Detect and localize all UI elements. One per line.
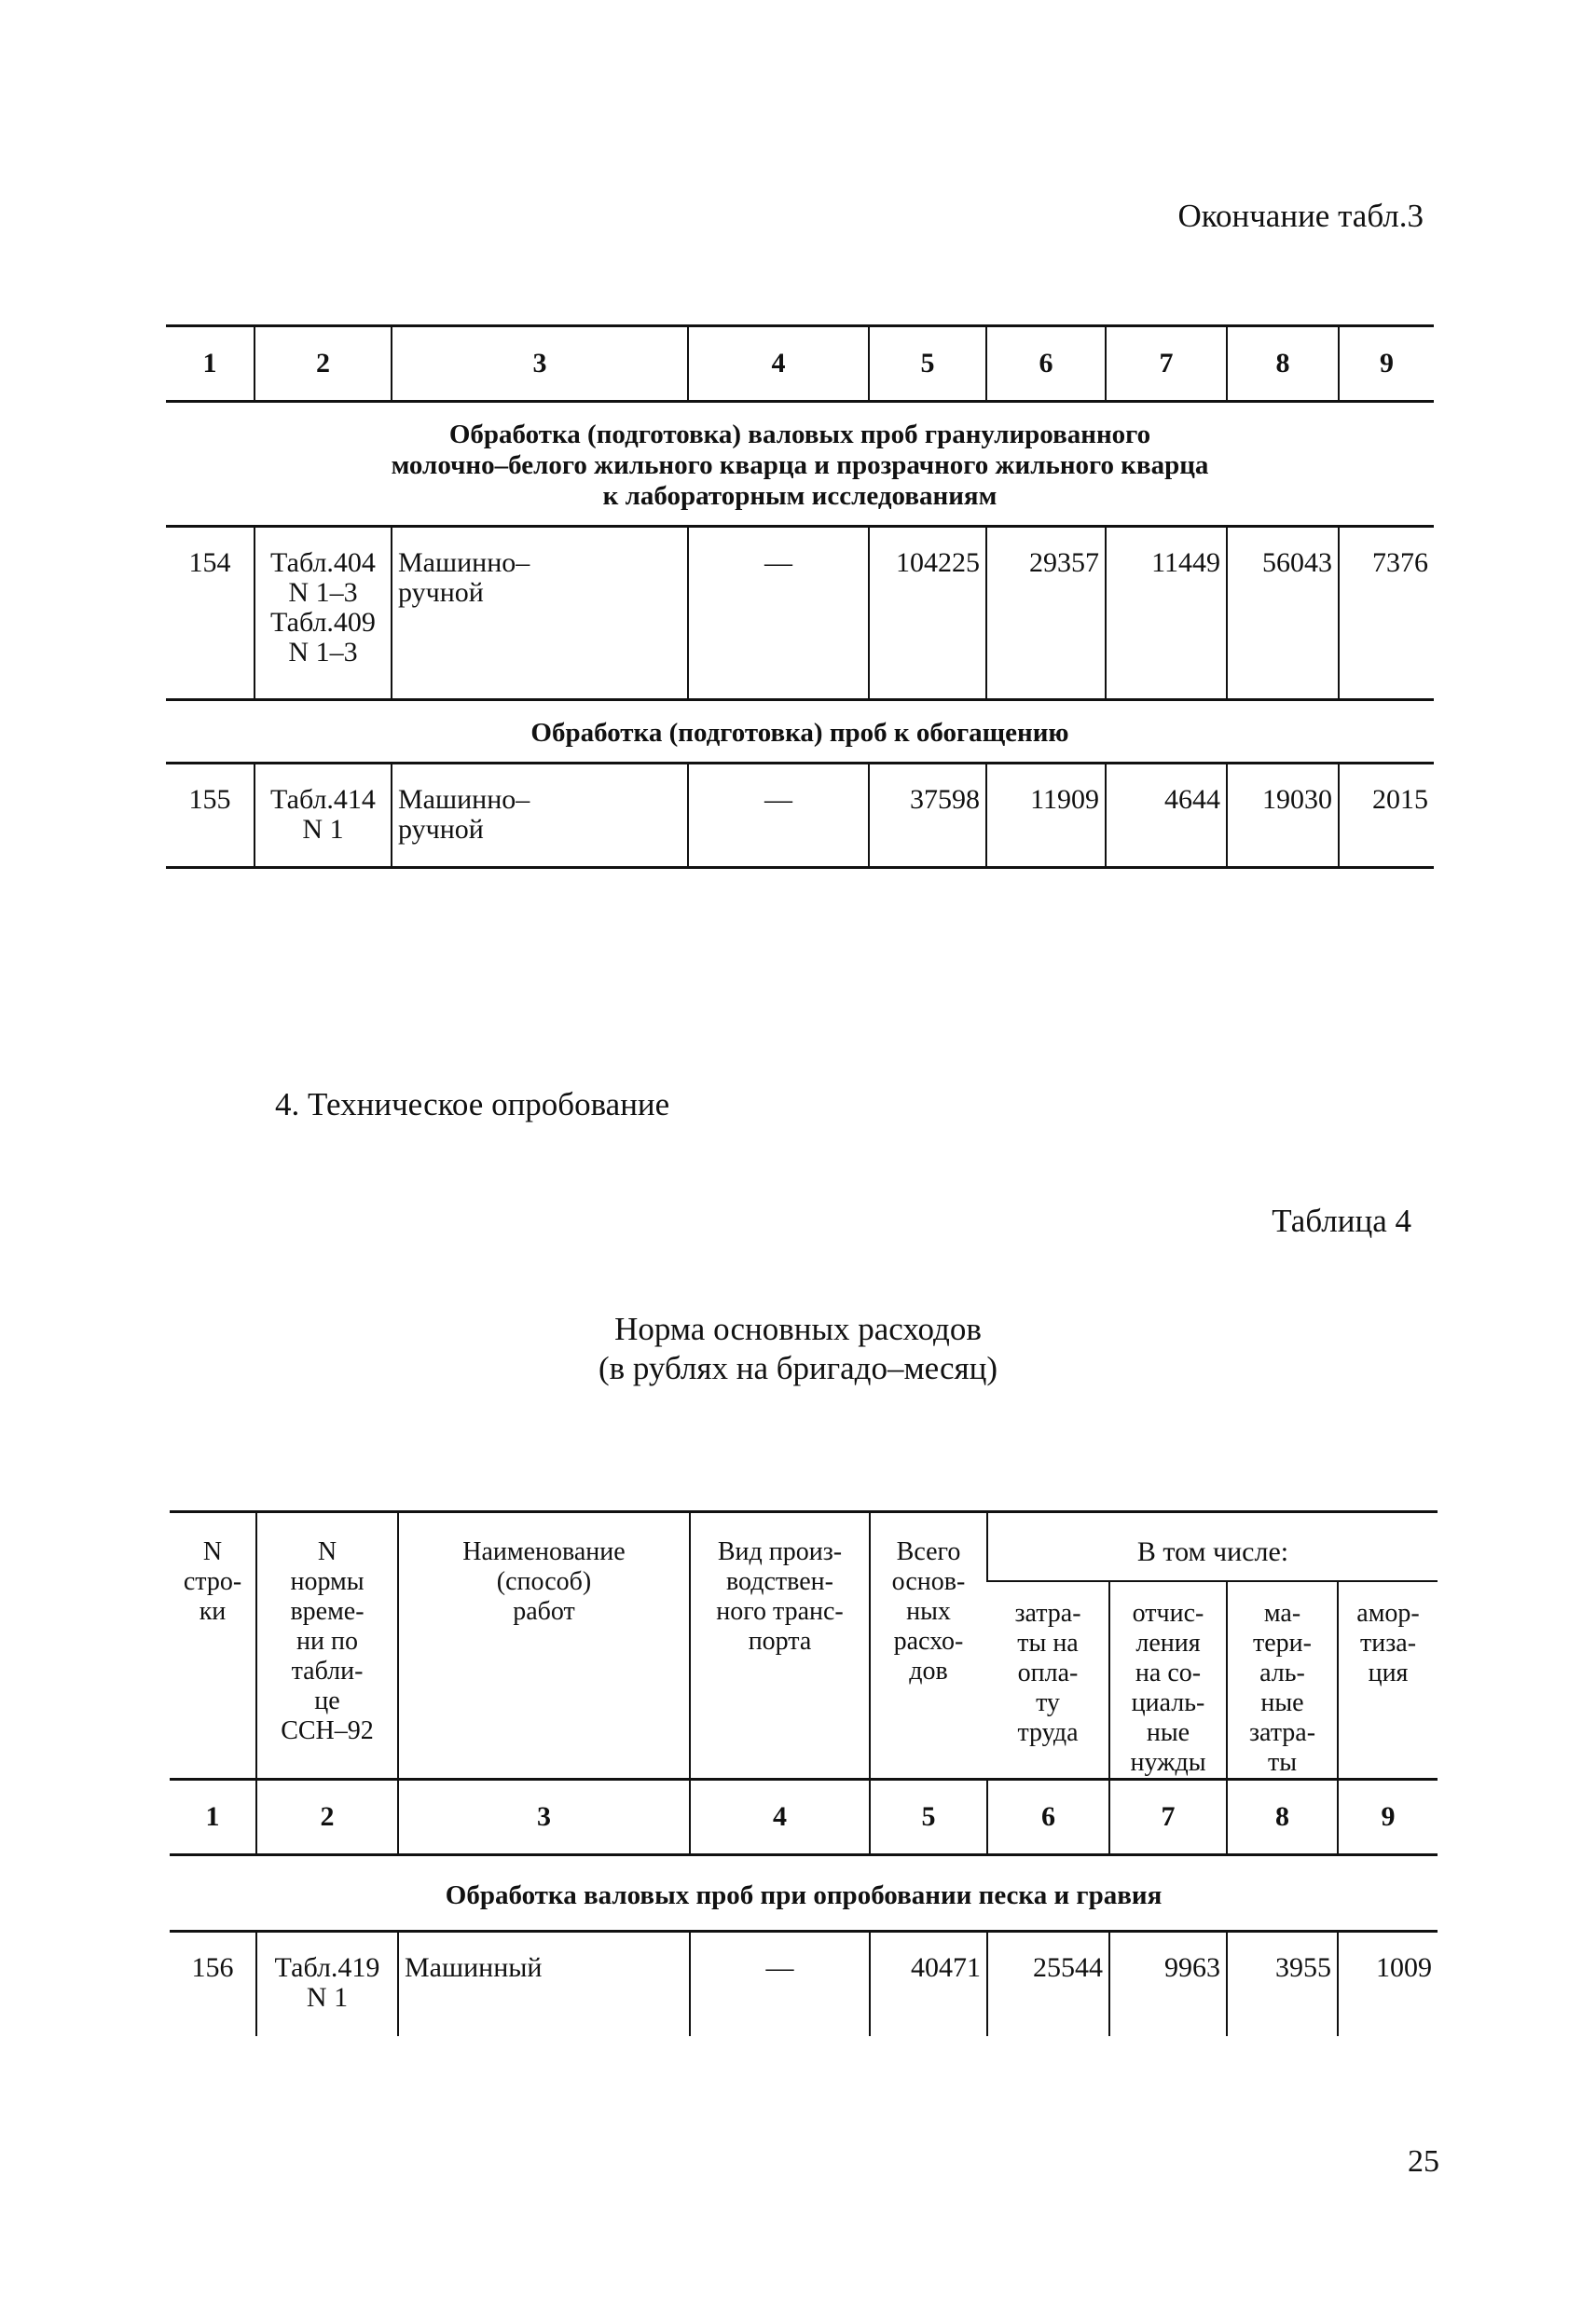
- header-line: труда: [1017, 1718, 1079, 1747]
- amortization-cell: 7376: [1339, 527, 1434, 700]
- group-heading: Обработка валовых проб при опробовании песка и гравия: [170, 1855, 1438, 1932]
- norm-ref-line: N 1–3: [288, 637, 358, 668]
- column-number-row: [170, 1780, 1438, 1855]
- group-heading-row: [166, 700, 1434, 764]
- header-line: ных: [906, 1597, 951, 1626]
- header-line: ки: [199, 1597, 227, 1626]
- header-line: Наименование: [462, 1537, 626, 1566]
- norm-ref-cell: [255, 527, 392, 700]
- header-line: порта: [748, 1627, 812, 1656]
- header-line: ные: [1146, 1718, 1190, 1747]
- header-line: затра-: [1248, 1718, 1316, 1747]
- work-name-line: Машинно–: [398, 784, 530, 815]
- header-line: ты на: [1017, 1629, 1079, 1658]
- group-heading: [166, 700, 1434, 764]
- colnum: 1: [170, 1780, 256, 1855]
- column-number-row: [166, 326, 1434, 402]
- social-cost-cell: 11449: [1106, 527, 1227, 700]
- header-line: ления: [1135, 1629, 1201, 1658]
- header-norm-number: [256, 1512, 398, 1780]
- header-line: затра-: [1014, 1599, 1081, 1628]
- header-line: тери-: [1253, 1629, 1312, 1658]
- header-line: амор-: [1356, 1599, 1420, 1628]
- page-number: 25: [1408, 2144, 1439, 2179]
- header-line: основ-: [891, 1567, 966, 1596]
- header-line: табли-: [291, 1657, 364, 1686]
- header-line: ция: [1368, 1659, 1409, 1687]
- colnum: 2: [256, 1780, 398, 1855]
- norm-ref-line: Табл.404: [270, 547, 376, 578]
- header-line: ту: [1036, 1688, 1060, 1717]
- materials-cost-cell: 19030: [1227, 764, 1339, 868]
- header-line: це: [314, 1687, 340, 1715]
- colnum: 8: [1227, 1780, 1338, 1855]
- header-line: опла-: [1017, 1659, 1079, 1687]
- colnum: 3: [398, 1780, 690, 1855]
- norm-ref-line: Табл.414: [270, 784, 376, 815]
- header-social: [1109, 1581, 1227, 1780]
- norm-ref-line: Табл.409: [270, 607, 376, 638]
- header-line: Вид произ-: [717, 1537, 843, 1566]
- colnum: 4: [688, 326, 869, 402]
- norm-ref-cell: [256, 1932, 398, 2036]
- table-row: [166, 527, 1434, 700]
- header-line: аль-: [1259, 1659, 1305, 1687]
- group-heading: [166, 402, 1434, 527]
- header-line: циаль-: [1131, 1688, 1205, 1717]
- line-number-cell: 155: [166, 764, 255, 868]
- colnum: 5: [869, 326, 986, 402]
- header-line: на со-: [1135, 1659, 1202, 1687]
- header-line: N: [202, 1537, 223, 1566]
- group-heading-row: [166, 402, 1434, 527]
- group-heading-row: [170, 1855, 1438, 1932]
- table-title: [0, 1310, 1596, 1388]
- header-row: [170, 1512, 1438, 1582]
- colnum: 4: [690, 1780, 870, 1855]
- header-labor: [987, 1581, 1109, 1780]
- table-title-line: (в рублях на бригадо–месяц): [598, 1350, 998, 1386]
- group-heading-line: Обработка (подготовка) валовых проб гранулированного: [448, 420, 1151, 449]
- header-line: нужды: [1130, 1748, 1206, 1777]
- header-line: ного транс-: [716, 1597, 844, 1626]
- work-name-cell: [392, 764, 688, 868]
- table-row: [166, 764, 1434, 868]
- header-line: ма-: [1263, 1599, 1301, 1628]
- header-line: В том числе:: [1136, 1536, 1289, 1567]
- section-heading: 4. Техническое опробование: [275, 1086, 670, 1122]
- table-title-line: Норма основных расходов: [614, 1311, 982, 1347]
- labor-cost-cell: 29357: [986, 527, 1106, 700]
- table-4: [170, 1510, 1438, 2036]
- work-name-line: ручной: [398, 814, 484, 845]
- header-work-name: [398, 1512, 690, 1780]
- colnum: 9: [1339, 326, 1434, 402]
- header-line: време-: [290, 1597, 365, 1626]
- header-including: [987, 1512, 1438, 1582]
- materials-cost-cell: 56043: [1227, 527, 1339, 700]
- work-name-cell: [392, 527, 688, 700]
- table-row: [170, 1932, 1438, 2036]
- social-cost-cell: 9963: [1109, 1932, 1227, 2036]
- header-line: ни по: [296, 1627, 358, 1656]
- header-transport: [690, 1512, 870, 1780]
- colnum: 6: [986, 326, 1106, 402]
- colnum: 2: [255, 326, 392, 402]
- norm-ref-line: N 1: [302, 814, 344, 845]
- work-name-line: Машинно–: [398, 547, 530, 578]
- amortization-cell: 1009: [1338, 1932, 1438, 2036]
- header-line: работ: [513, 1597, 575, 1626]
- labor-cost-cell: 11909: [986, 764, 1106, 868]
- colnum: 5: [870, 1780, 987, 1855]
- transport-cell: —: [690, 1932, 870, 2036]
- work-name-line: ручной: [398, 577, 484, 608]
- header-line: ные: [1260, 1688, 1304, 1717]
- header-line: (способ): [496, 1567, 592, 1596]
- amortization-cell: 2015: [1339, 764, 1434, 868]
- group-heading-line: к лабораторным исследованиям: [602, 481, 998, 511]
- header-line: ты: [1267, 1748, 1298, 1777]
- header-total: [870, 1512, 987, 1780]
- total-cost-cell: 37598: [869, 764, 986, 868]
- header-materials: [1227, 1581, 1338, 1780]
- header-line: Всего: [896, 1537, 961, 1566]
- colnum: 8: [1227, 326, 1339, 402]
- colnum: 1: [166, 326, 255, 402]
- colnum: 7: [1109, 1780, 1227, 1855]
- norm-ref-cell: [255, 764, 392, 868]
- colnum: 7: [1106, 326, 1227, 402]
- line-number-cell: 154: [188, 547, 231, 578]
- header-amortization: [1338, 1581, 1438, 1780]
- header-line-number: [170, 1512, 256, 1780]
- continuation-label: Окончание табл.3: [1177, 198, 1424, 234]
- header-line: тиза-: [1359, 1629, 1417, 1658]
- header-line: N: [317, 1537, 337, 1566]
- work-name-cell: Машинный: [398, 1932, 690, 2036]
- social-cost-cell: 4644: [1106, 764, 1227, 868]
- group-heading-line: молочно–белого жильного кварца и прозрачного жильного кварца: [391, 450, 1209, 480]
- header-line: стро-: [183, 1567, 242, 1596]
- norm-ref-line: N 1: [306, 1982, 349, 2013]
- materials-cost-cell: 3955: [1227, 1932, 1338, 2036]
- group-heading-line: Обработка (подготовка) проб к обогащению: [530, 718, 1069, 748]
- colnum: 6: [987, 1780, 1109, 1855]
- transport-cell: —: [688, 527, 869, 700]
- total-cost-cell: 104225: [869, 527, 986, 700]
- transport-cell: —: [688, 764, 869, 868]
- header-line: расхо-: [893, 1627, 964, 1656]
- header-line: отчис-: [1132, 1599, 1204, 1628]
- norm-ref-line: N 1–3: [288, 577, 358, 608]
- header-line: ССН–92: [281, 1716, 374, 1745]
- header-line: нормы: [290, 1567, 365, 1596]
- norm-ref-line: Табл.419: [274, 1952, 380, 1983]
- colnum: 3: [392, 326, 688, 402]
- line-number-cell: 156: [191, 1952, 234, 1983]
- table-label: Таблица 4: [1272, 1203, 1411, 1239]
- table-3-continuation: [166, 324, 1434, 869]
- total-cost-cell: 40471: [870, 1932, 987, 2036]
- colnum: 9: [1338, 1780, 1438, 1855]
- header-line: дов: [909, 1657, 948, 1686]
- labor-cost-cell: 25544: [987, 1932, 1109, 2036]
- header-line: водствен-: [726, 1567, 833, 1596]
